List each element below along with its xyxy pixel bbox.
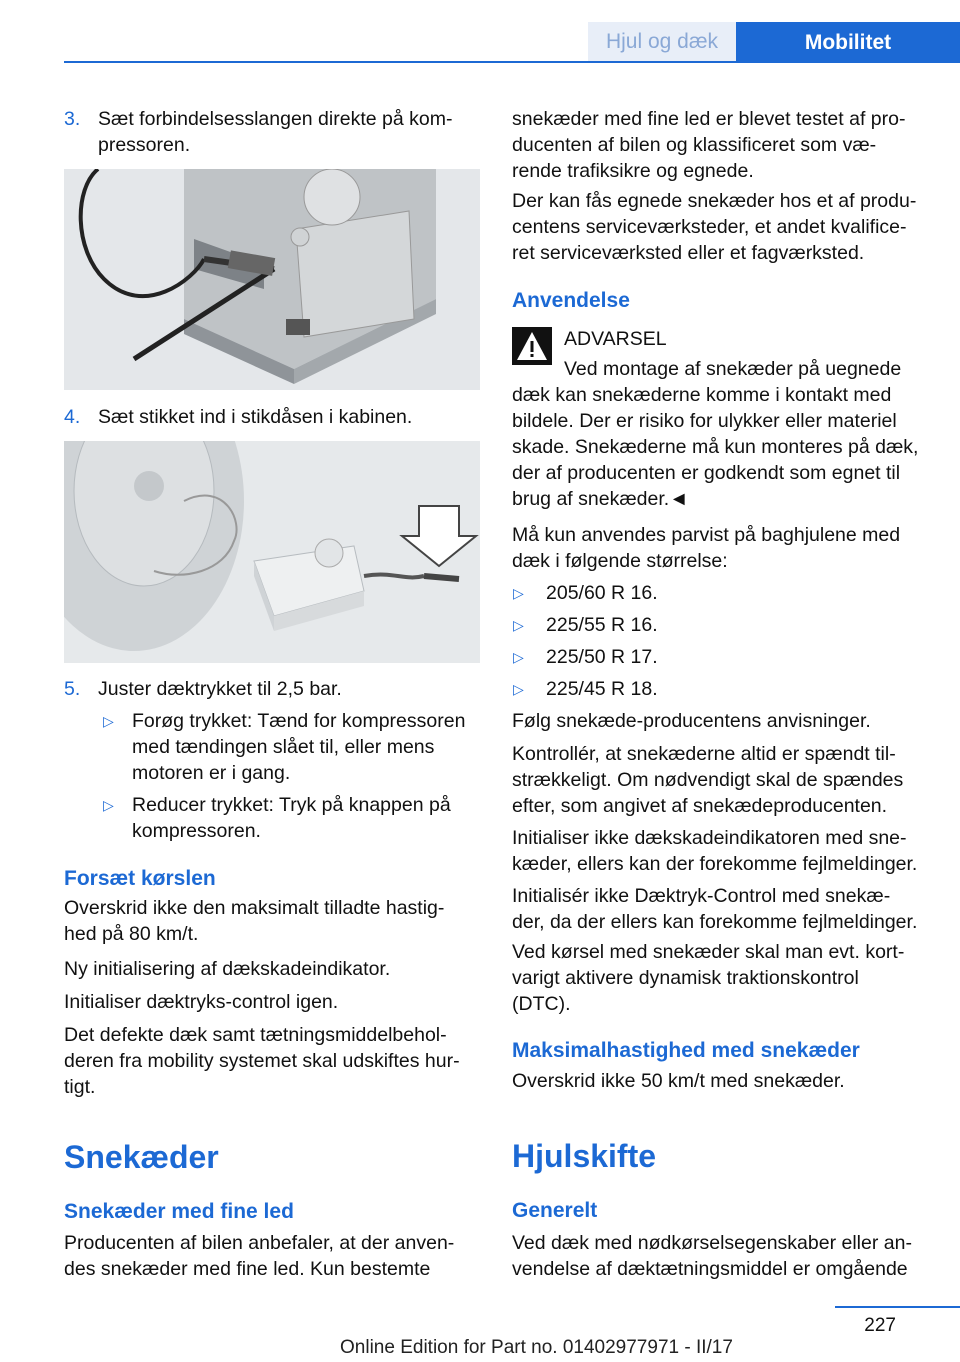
noinit1-line-1: Initialiser ikke dækskadeindikatoren med sne- bbox=[512, 827, 907, 849]
right-p1-line-2: ducenten af bilen og klassificeret som væ- bbox=[512, 134, 877, 156]
fine-line-2: des snekæder med fine led. Kun bestemte bbox=[64, 1258, 431, 1280]
bullet-increase-line-1: Forøg trykket: Tænd for kompressoren bbox=[132, 710, 466, 732]
continue-line-1: Overskrid ikke den maksimalt tilladte hastig- bbox=[64, 897, 445, 919]
warning-first-line: Ved montage af snekæder på uegnede bbox=[564, 358, 902, 380]
continue-line-2: hed på 80 km/t. bbox=[64, 923, 199, 945]
tab-mobilitet[interactable]: Mobilitet bbox=[736, 22, 960, 63]
check-line-1: Kontrollér, at snekæderne altid er spændt til- bbox=[512, 743, 896, 765]
warning-triangle-icon bbox=[512, 327, 552, 365]
header-rule bbox=[64, 61, 960, 63]
replace-line-2: deren fra mobility systemet skal udskiftes hur- bbox=[64, 1050, 460, 1072]
compressor-hose-illustration bbox=[64, 169, 480, 390]
general-line-2: vendelse af dæktætningsmiddel er omgående bbox=[512, 1258, 908, 1280]
max-speed-heading: Maksimalhastighed med snekæder bbox=[512, 1039, 860, 1062]
usage-line-2: dæk i følgende størrelse: bbox=[512, 550, 728, 572]
bullet-triangle-icon: ▷ bbox=[513, 585, 524, 601]
warning-line-3: bildele. Der er risiko for ulykker eller materiel bbox=[512, 410, 897, 432]
replace-line-1: Det defekte dæk samt tætningsmiddelbehol- bbox=[64, 1024, 447, 1046]
compressor-plug-illustration bbox=[64, 441, 480, 663]
noinit2-line-1: Initialisér ikke Dæktryk-Control med snekæ- bbox=[512, 885, 891, 907]
tire-size-item: 225/45 R 18. bbox=[546, 678, 658, 700]
page-number: 227 bbox=[864, 1315, 896, 1336]
snow-chains-title: Snekæder bbox=[64, 1139, 219, 1175]
step-5-number: 5. bbox=[64, 678, 81, 700]
follow-instructions: Følg snekæde-producentens anvisninger. bbox=[512, 710, 871, 732]
tire-size-item: 225/50 R 17. bbox=[546, 646, 658, 668]
footer-edition: Online Edition for Part no. 01402977971 - II/17 bbox=[340, 1337, 733, 1358]
noinit2-line-2: der, da der ellers kan forekomme fejlmeldinger. bbox=[512, 911, 918, 933]
dtc-line-3: (DTC). bbox=[512, 993, 571, 1015]
check-line-3: efter, som angivet af snekædeproducenten. bbox=[512, 795, 888, 817]
warning-title: ADVARSEL bbox=[564, 328, 667, 350]
step-5-text: Juster dæktrykket til 2,5 bar. bbox=[98, 678, 342, 700]
bullet-triangle-icon: ▷ bbox=[103, 797, 114, 813]
reinit-paragraph: Ny initialisering af dækskadeindikator. bbox=[64, 958, 391, 980]
general-line-1: Ved dæk med nødkørselsegenskaber eller an- bbox=[512, 1232, 912, 1254]
dtc-line-2: varigt aktivere dynamisk traktionskontrol bbox=[512, 967, 859, 989]
right-p1-line-3: rende trafiksikre og egnede. bbox=[512, 160, 754, 182]
fine-link-chains-heading: Snekæder med fine led bbox=[64, 1200, 294, 1223]
bullet-triangle-icon: ▷ bbox=[103, 713, 114, 729]
usage-heading: Anvendelse bbox=[512, 289, 630, 312]
warning-line-6: brug af snekæder.◄ bbox=[512, 488, 689, 510]
bullet-triangle-icon: ▷ bbox=[513, 649, 524, 665]
right-p2-line-3: ret serviceværksted eller et fagværksted. bbox=[512, 242, 865, 264]
step-3-line-1: Sæt forbindelsesslangen direkte på kom- bbox=[98, 108, 453, 130]
step-3-line-2: pressoren. bbox=[98, 134, 191, 156]
tab-hjul-og-daek[interactable]: Hjul og dæk bbox=[588, 22, 736, 61]
warning-line-4: skade. Snekæderne må kun monteres på dæk, bbox=[512, 436, 919, 458]
step-3-number: 3. bbox=[64, 108, 81, 130]
general-heading: Generelt bbox=[512, 1199, 598, 1222]
max-speed-text: Overskrid ikke 50 km/t med snekæder. bbox=[512, 1070, 845, 1092]
replace-line-3: tigt. bbox=[64, 1076, 96, 1098]
bullet-reduce-line-1: Reducer trykket: Tryk på knappen på bbox=[132, 794, 451, 816]
step-4-text: Sæt stikket ind i stikdåsen i kabinen. bbox=[98, 406, 413, 428]
wheel-change-title: Hjulskifte bbox=[512, 1138, 657, 1174]
right-p2-line-1: Der kan fås egnede snekæder hos et af produ- bbox=[512, 190, 917, 212]
continue-driving-heading: Forsæt kørslen bbox=[64, 867, 216, 890]
dtc-line-1: Ved kørsel med snekæder skal man evt. kort- bbox=[512, 941, 905, 963]
warning-line-5: der af producenten er godkendt som egnet til bbox=[512, 462, 901, 484]
tire-size-item: 205/60 R 16. bbox=[546, 582, 658, 604]
right-p2-line-2: centens serviceværksteder, et andet kvalifice- bbox=[512, 216, 907, 238]
bullet-triangle-icon: ▷ bbox=[513, 617, 524, 633]
init-paragraph: Initialiser dæktryks-control igen. bbox=[64, 991, 339, 1013]
tire-size-item: 225/55 R 16. bbox=[546, 614, 658, 636]
usage-line-1: Må kun anvendes parvist på baghjulene med bbox=[512, 524, 901, 546]
fine-line-1: Producenten af bilen anbefaler, at der anven- bbox=[64, 1232, 455, 1254]
footer-rule bbox=[835, 1306, 960, 1308]
bullet-reduce-line-2: kompressoren. bbox=[132, 820, 261, 842]
warning-line-2: dæk kan snekæderne komme i kontakt med bbox=[512, 384, 892, 406]
step-4-number: 4. bbox=[64, 406, 81, 428]
bullet-triangle-icon: ▷ bbox=[513, 681, 524, 697]
bullet-increase-line-3: motoren er i gang. bbox=[132, 762, 291, 784]
noinit1-line-2: kæder, ellers kan der forekomme fejlmeldinger. bbox=[512, 853, 918, 875]
right-p1-line-1: snekæder med fine led er blevet testet af pro- bbox=[512, 108, 906, 130]
bullet-increase-line-2: med tændingen slået til, eller mens bbox=[132, 736, 435, 758]
check-line-2: strækkeligt. Om nødvendigt skal de spændes bbox=[512, 769, 904, 791]
